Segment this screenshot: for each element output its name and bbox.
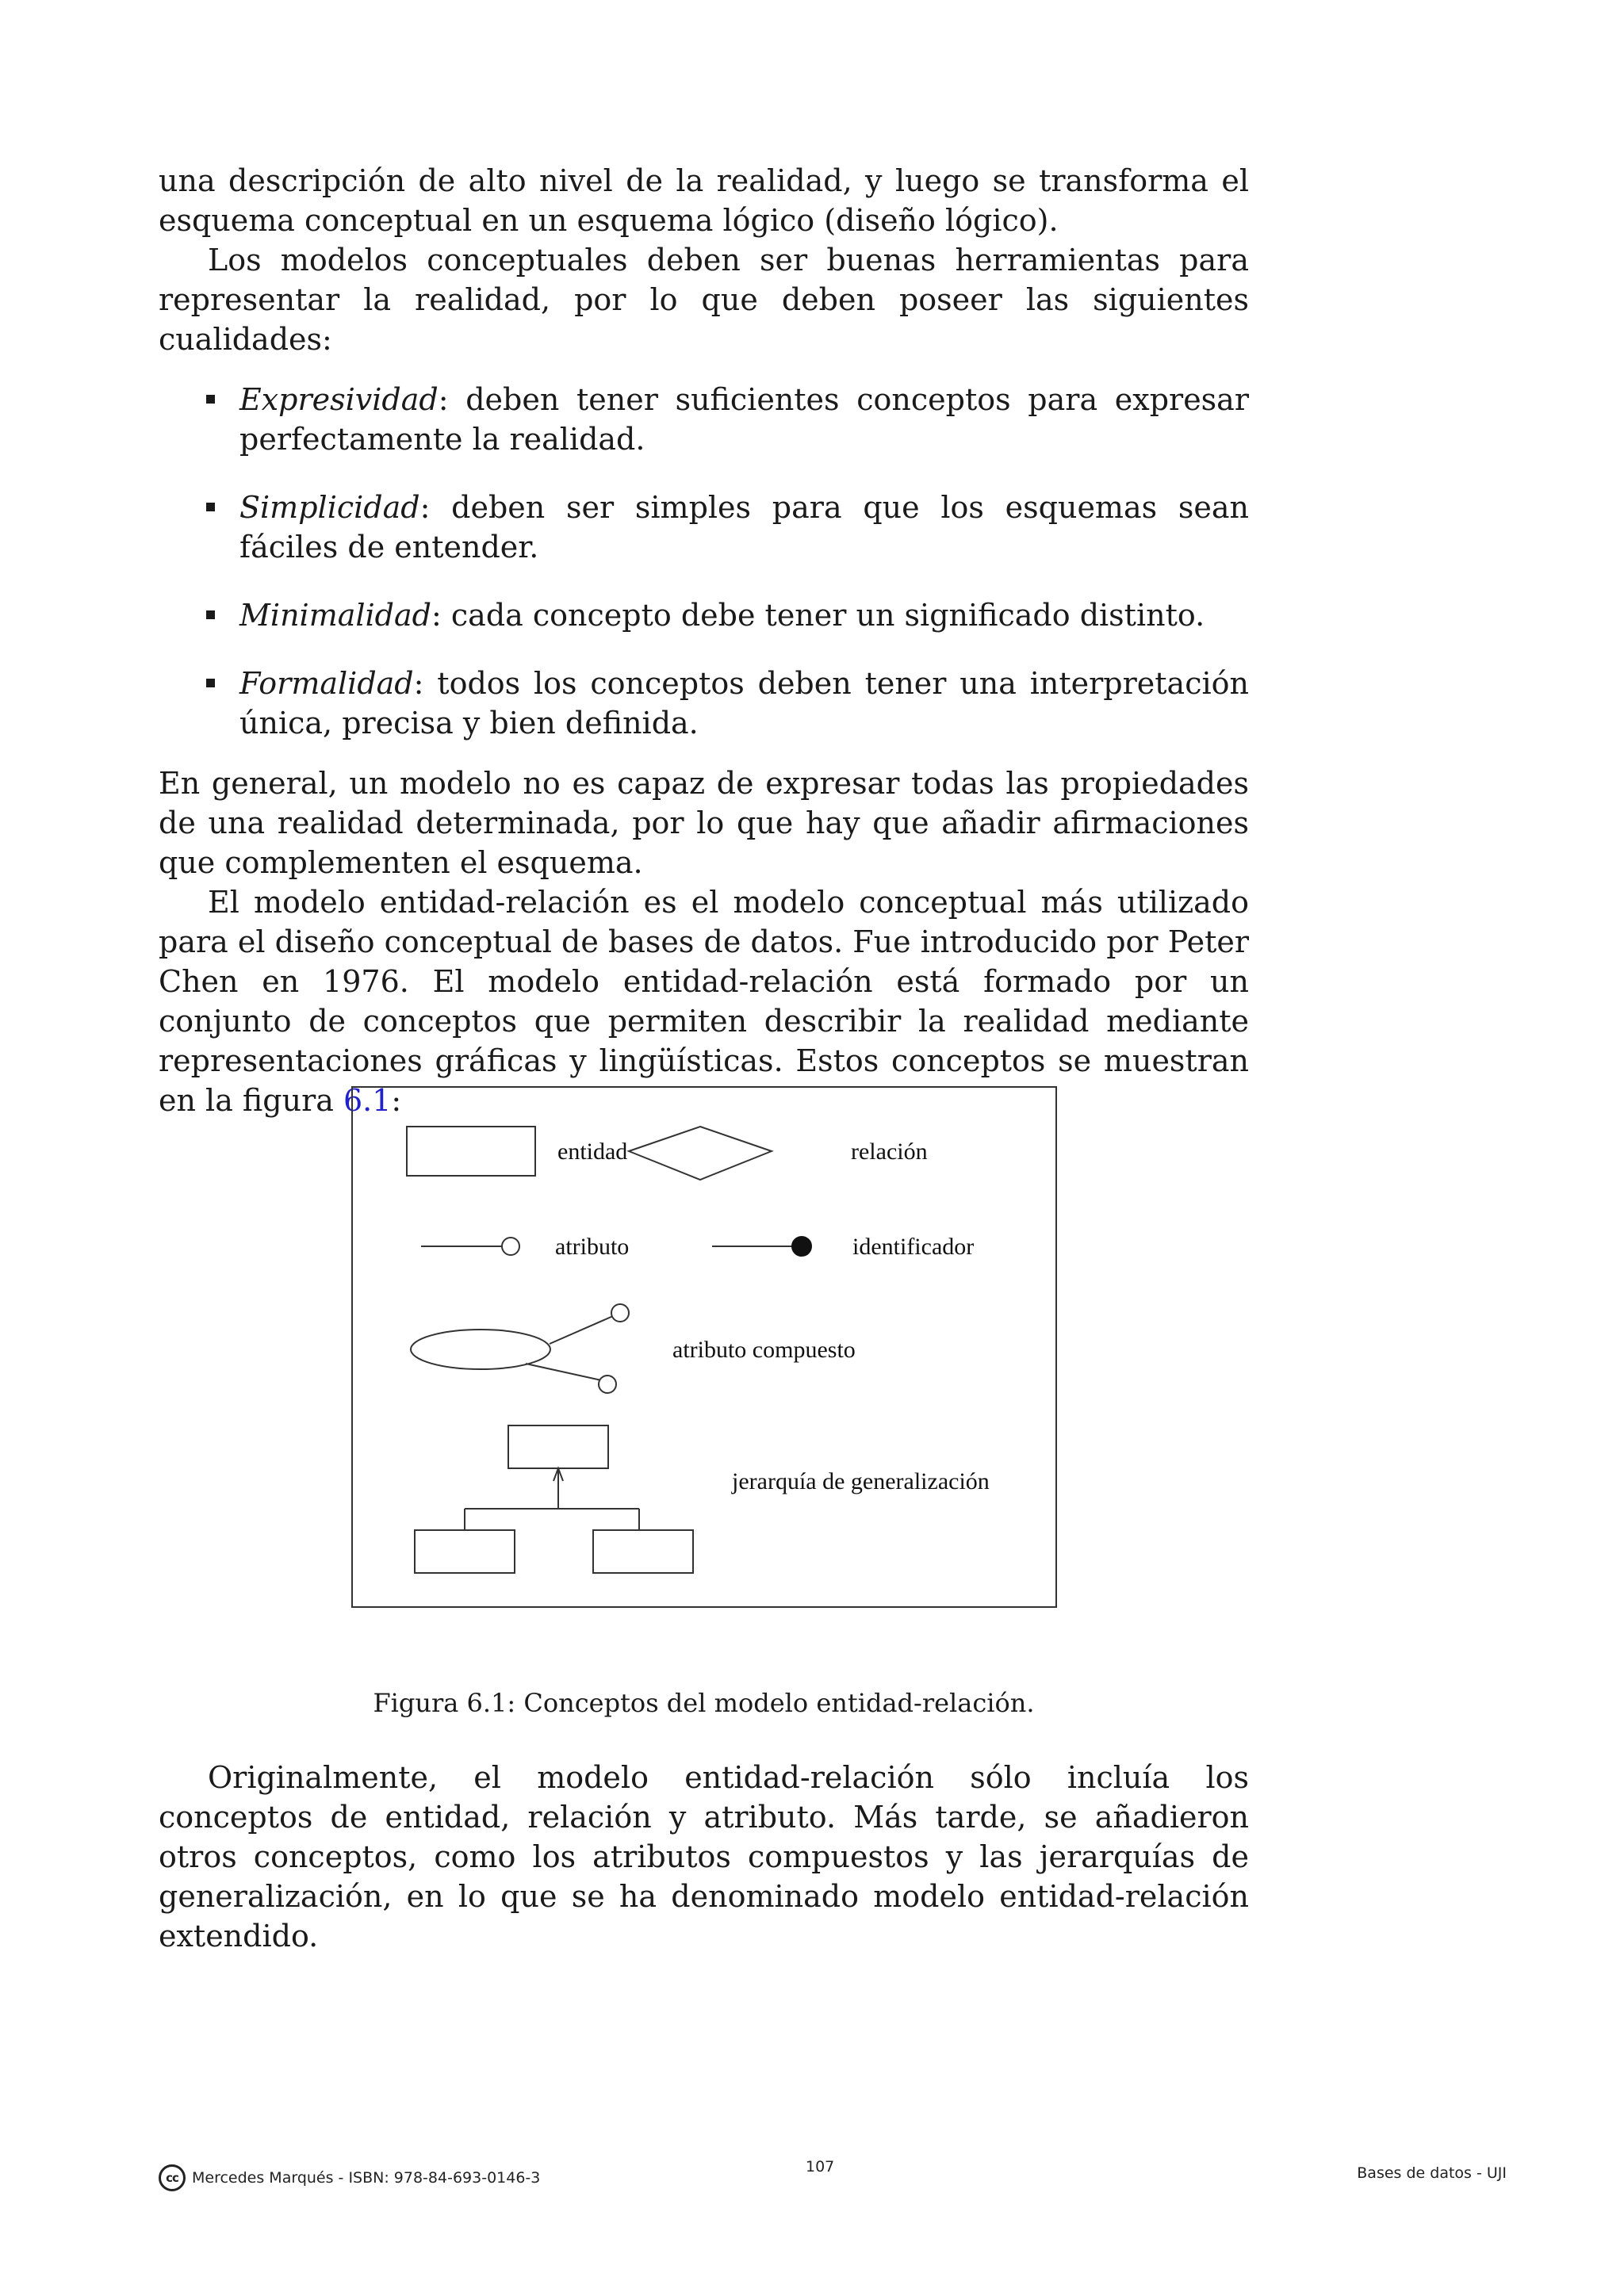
bullet-square-icon	[206, 503, 215, 511]
quality-description: : todos los conceptos deben tener una interpretación única, precisa y bien definida.	[239, 666, 1249, 740]
list-item	[159, 595, 1249, 635]
paragraph-1: una descripción de alto nivel de la realidad, y luego se transforma el esquema conceptual en un esquema lógico (diseño lógico).	[159, 163, 1249, 238]
body-text-bottom	[159, 1758, 1249, 1956]
figure-reference-link[interactable]: 6.1	[343, 1083, 392, 1118]
paragraph-4-text: El modelo entidad-relación es el modelo conceptual más utilizado para el diseño conceptual de bases de datos. Fue introducido por Peter Chen en 1976. El modelo entidad-relación está formado por un conjunto de conceptos que permiten describir la realidad mediante representaciones gráficas y lingüísticas. Estos conceptos se muestran en la figura	[159, 885, 1249, 1118]
paragraph-5: Originalmente, el modelo entidad-relación sólo incluía los conceptos de entidad, relación y atributo. Más tarde, se añadieron otros conceptos, como los atributos compuestos y las jerarquías de generalización, en lo que se ha denominado modelo entidad-relación extendido.	[159, 1760, 1249, 1954]
quality-description: : cada concepto debe tener un significado distinto.	[431, 598, 1205, 633]
composite-branch-lower	[526, 1364, 605, 1381]
figure-caption: Figura 6.1: Conceptos del modelo entidad-relación.	[373, 1688, 1035, 1718]
generalization-child-entity	[415, 1530, 515, 1573]
bullet-square-icon	[206, 610, 215, 619]
composite-sub-attribute-circle-icon	[599, 1376, 616, 1393]
er-concepts-figure	[351, 1086, 1057, 1608]
composite-sub-attribute-circle-icon	[611, 1304, 629, 1322]
bullet-square-icon	[206, 679, 215, 687]
quality-description: : deben ser simples para que los esquemas sean fáciles de entender.	[239, 490, 1249, 564]
quality-term: Simplicidad	[239, 490, 420, 525]
entity-symbol	[407, 1127, 535, 1176]
attribute-circle-icon	[502, 1238, 519, 1255]
bullet-square-icon	[206, 395, 215, 404]
paragraph-2: Los modelos conceptuales deben ser buenas herramientas para representar la realidad, por lo que deben poseer las siguientes cualidades:	[159, 243, 1249, 357]
paragraph-4-end: :	[391, 1083, 402, 1118]
page-number: 107	[806, 2158, 835, 2175]
list-item	[159, 664, 1249, 743]
quality-term: Formalidad	[239, 666, 414, 701]
composite-attribute-ellipse	[411, 1330, 550, 1369]
list-item	[159, 488, 1249, 567]
list-item	[159, 380, 1249, 459]
generalization-child-entity	[593, 1530, 693, 1573]
quality-term: Minimalidad	[239, 598, 431, 633]
qualities-list	[159, 380, 1249, 743]
footer-book-title: Bases de datos - UJI	[1357, 2164, 1507, 2182]
paragraph-4	[159, 882, 1249, 1120]
composite-attribute-label: atributo compuesto	[672, 1337, 856, 1363]
page-footer	[159, 2158, 1507, 2190]
composite-branch-upper	[550, 1316, 613, 1344]
creative-commons-icon: cc	[159, 2164, 186, 2191]
relation-label: relación	[851, 1138, 928, 1165]
identifier-filled-circle-icon	[792, 1237, 811, 1256]
quality-term: Expresividad	[239, 382, 439, 417]
footer-left	[159, 2164, 540, 2191]
attribute-label: atributo	[555, 1234, 630, 1260]
body-text-top	[159, 161, 1249, 1120]
footer-author-isbn: Mercedes Marqués - ISBN: 978-84-693-0146-3	[192, 2169, 541, 2187]
identifier-label: identificador	[852, 1234, 975, 1260]
relation-symbol	[629, 1127, 772, 1180]
generalization-label: jerarquía de generalización	[732, 1468, 990, 1494]
entity-label: entidad	[557, 1138, 628, 1165]
generalization-parent-entity	[508, 1425, 608, 1468]
paragraph-3: En general, un modelo no es capaz de expresar todas las propiedades de una realidad determinada, por lo que hay que añadir afirmaciones que complementen el esquema.	[159, 766, 1249, 880]
quality-description: : deben tener suficientes conceptos para expresar perfectamente la realidad.	[239, 382, 1249, 457]
